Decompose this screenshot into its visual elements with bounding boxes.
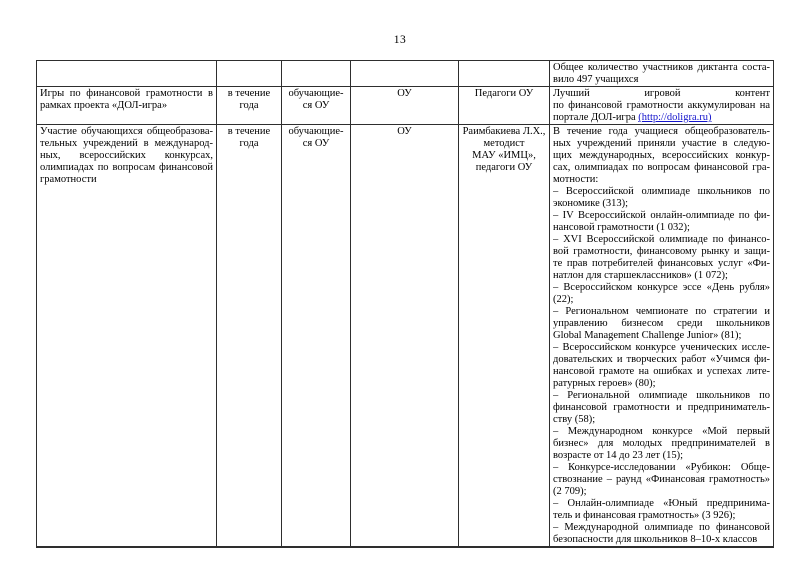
- cell-timing: [217, 61, 282, 87]
- paragraph: [553, 62, 770, 86]
- paragraph: [553, 282, 770, 306]
- text-line: педагоги ОУ: [475, 162, 533, 173]
- paragraph: [553, 462, 770, 498]
- text-line: мотности:: [553, 174, 599, 185]
- text-line: – Международной олимпиаде по финансовой: [553, 522, 770, 533]
- paragraph: [553, 342, 770, 390]
- cell-activity: [37, 87, 217, 125]
- table-row: [37, 87, 774, 125]
- text-line: – XVI Всероссийской олимпиаде по финансо-: [553, 234, 770, 245]
- text-line: олимпиадах по вопросам финансовой: [40, 162, 213, 173]
- text-line: (2 709);: [553, 486, 587, 497]
- text-line: – IV Всероссийской онлайн-олимпиаде по фи-: [553, 210, 770, 221]
- text-line: вой грамотности, финансовому рынку и защи-: [553, 246, 770, 257]
- text-line: в течение: [227, 126, 271, 137]
- text-line: года: [239, 138, 259, 149]
- cell-venue: ОУ: [351, 87, 459, 125]
- text-line: рамках проекта «ДОЛ-игра»: [40, 100, 168, 111]
- text-line: довательских и творческих работ «Учимся фи-: [553, 354, 770, 365]
- text-line: те прав потребителей финансовых услуг «Фи-: [553, 258, 770, 269]
- paragraph: [462, 126, 546, 174]
- text-line: нансовой грамоте на ошибках и успехах лите-: [553, 366, 770, 377]
- text-line: натлон для старшеклассников» (1 072);: [553, 270, 728, 281]
- text-line: в течение: [227, 88, 271, 99]
- cell-venue: ОУ: [351, 125, 459, 548]
- text-line: бизнес» для молодых предпринимателей в: [553, 438, 770, 449]
- text-line: сах, олимпиадах по вопросам финансовой гра-: [553, 162, 770, 173]
- doligra-link[interactable]: (http://doligra.ru): [638, 112, 712, 123]
- text-line: нансовой грамотности (1 032);: [553, 222, 690, 233]
- paragraph: [220, 88, 278, 112]
- cell-responsible: [459, 125, 550, 548]
- paragraph: [553, 126, 770, 186]
- text-line: управлению бизнесом среди школьников: [553, 318, 770, 329]
- cell-result: [550, 61, 774, 87]
- table-row: [37, 61, 774, 87]
- text-line: тель и финансовая грамотность» (3 926);: [553, 510, 736, 521]
- text-line: года: [239, 100, 259, 111]
- text-line: вило 497 учащихся: [553, 74, 639, 85]
- paragraph: [553, 498, 770, 522]
- page-number: 13: [393, 34, 407, 46]
- text-line: возрасте от 14 до 23 лет (15);: [553, 450, 684, 461]
- paragraph: [553, 186, 770, 210]
- paragraph: [220, 126, 278, 150]
- text-line: безопасности для школьников 8–10-х классов: [553, 534, 758, 545]
- cell-venue: [351, 61, 459, 87]
- cell-result: [550, 87, 774, 125]
- text-line: ствознание – раунд «Финансовая грамотность»: [553, 474, 770, 485]
- text-line: Игры по финансовой грамотности в: [40, 88, 213, 99]
- activities-table: [36, 60, 774, 548]
- text-line: ратурных героев» (80);: [553, 378, 656, 389]
- text-line: – Онлайн-олимпиаде «Юный предпринима-: [553, 498, 770, 509]
- text-line: – Всероссийском конкурсе эссе «День рубля»: [553, 282, 770, 293]
- text-line: обучающие-: [288, 88, 344, 99]
- cell-responsible: Педагоги ОУ: [459, 87, 550, 125]
- cell-timing: [217, 87, 282, 125]
- text-line: В течение года учащиеся общеобразователь-: [553, 126, 770, 137]
- cell-result: [550, 125, 774, 548]
- text-line: МАУ «ИМЦ»,: [472, 150, 536, 161]
- text-line: щих международных, всероссийских конкур-: [553, 150, 770, 161]
- text-line: Лучший игровой контент: [553, 88, 770, 99]
- text-line: финансовой грамотности и предприниматель-: [553, 402, 770, 413]
- link-prefix-text: портале ДОЛ-игра: [553, 112, 639, 123]
- text-line: методист: [483, 138, 525, 149]
- text-line: экономике (313);: [553, 198, 629, 209]
- paragraph: [285, 126, 347, 150]
- text-line: – Всероссийской олимпиаде школьников по: [553, 186, 770, 197]
- text-line: ся ОУ: [302, 100, 330, 111]
- cell-participants: [282, 87, 351, 125]
- text-line: Global Management Challenge Junior» (81);: [553, 330, 742, 341]
- text-line: тельных учреждений в международ-: [40, 138, 213, 149]
- text-line: грамотности: [40, 174, 97, 185]
- text-line: – Конкурсе-исследовании «Рубикон: Обще-: [553, 462, 770, 473]
- text-line: – Региональной олимпиаде школьников по: [553, 390, 770, 401]
- paragraph: [285, 88, 347, 112]
- cell-participants: [282, 125, 351, 548]
- cell-timing: [217, 125, 282, 548]
- text-line: [553, 112, 770, 124]
- paragraph: [40, 88, 213, 112]
- text-line: – Региональном чемпионате по стратегии и: [553, 306, 770, 317]
- text-line: Общее количество участников диктанта соста-: [553, 62, 770, 73]
- table-row: [37, 125, 774, 548]
- text-line: ся ОУ: [302, 138, 330, 149]
- text-line: ству (58);: [553, 414, 596, 425]
- paragraph: [553, 210, 770, 234]
- text-line: (22);: [553, 294, 574, 305]
- text-line: по финансовой грамотности аккумулирован на: [553, 100, 770, 111]
- paragraph: [553, 306, 770, 342]
- text-line: обучающие-: [288, 126, 344, 137]
- paragraph: [40, 126, 213, 186]
- text-line: – Всероссийском конкурсе ученических иссле-: [553, 342, 770, 353]
- text-line: ных, всероссийских конкурсах,: [40, 150, 213, 161]
- cell-activity: [37, 125, 217, 548]
- text-line: Участие обучающихся общеобразова-: [40, 126, 213, 137]
- cell-participants: [282, 61, 351, 87]
- text-line: – Международном конкурсе «Мой первый: [553, 426, 770, 437]
- text-line: Раимбакиева Л.Х.,: [462, 126, 546, 137]
- paragraph: [553, 426, 770, 462]
- cell-responsible: [459, 61, 550, 87]
- paragraph: [553, 234, 770, 282]
- text-line: ных учреждений приняли участие в следую-: [553, 138, 770, 149]
- paragraph: [553, 522, 770, 546]
- cell-activity: [37, 61, 217, 87]
- paragraph: [553, 390, 770, 426]
